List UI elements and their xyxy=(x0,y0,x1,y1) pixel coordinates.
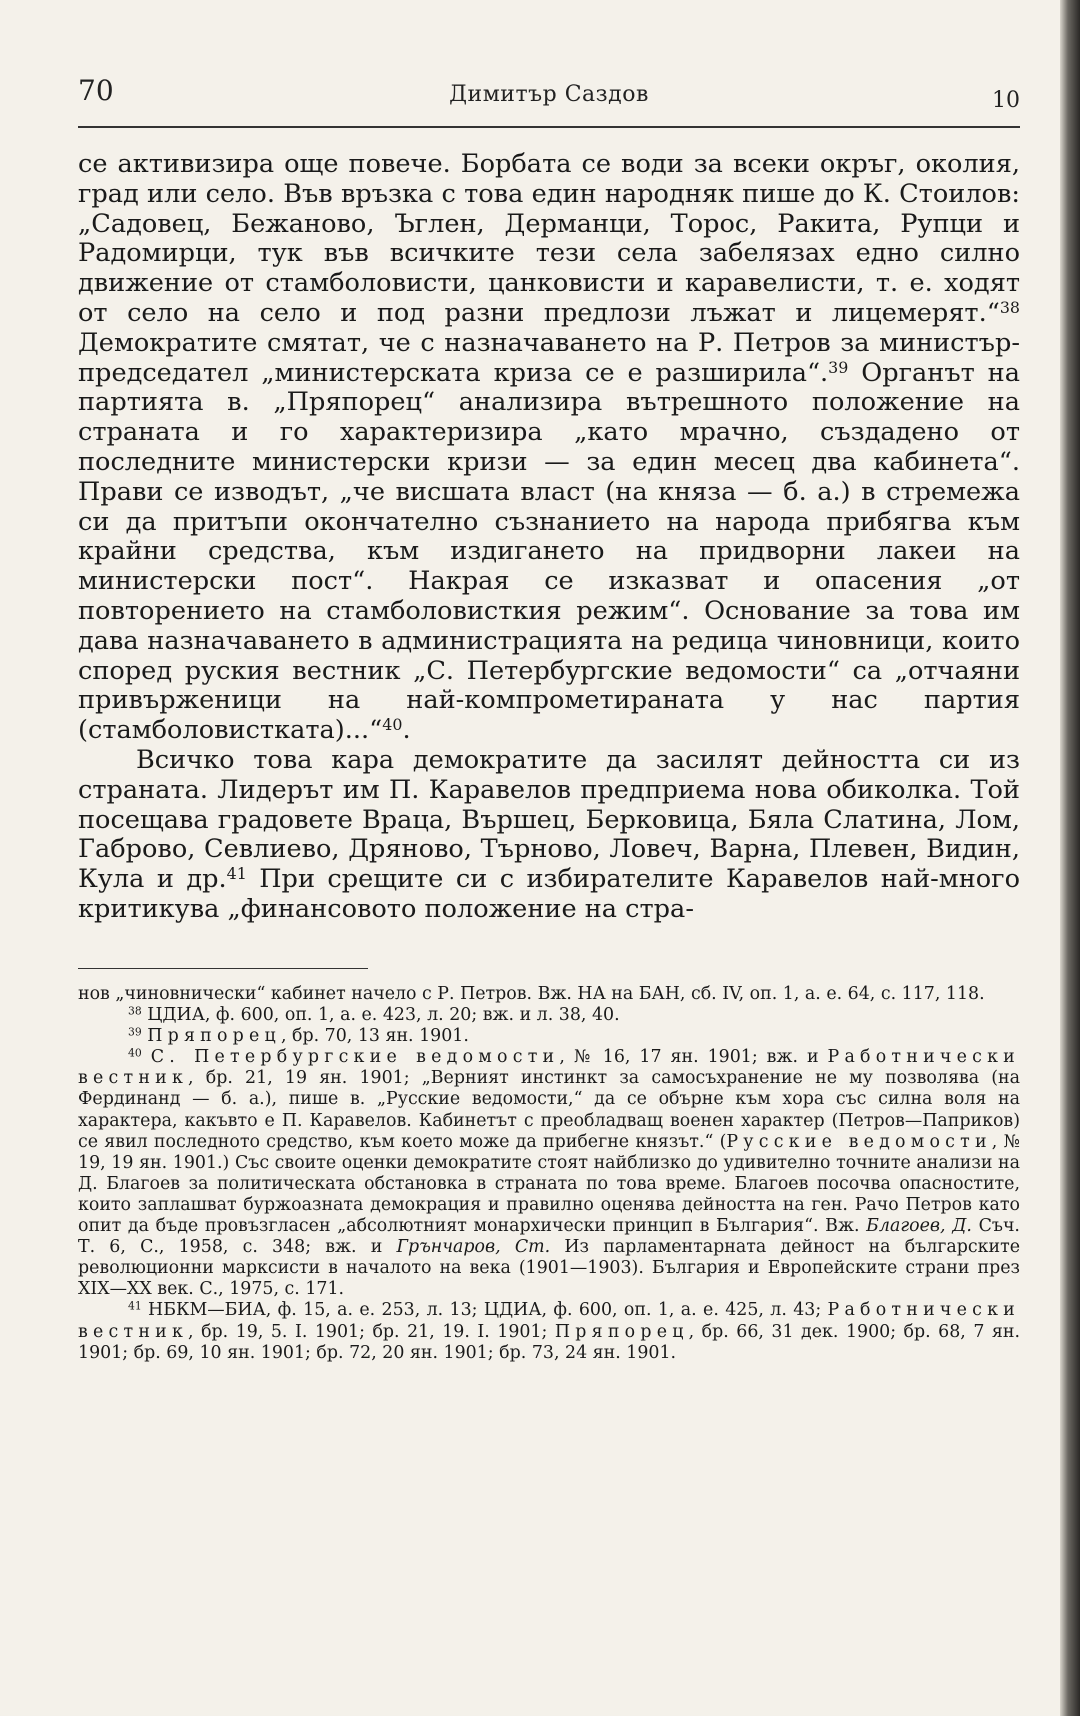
footnotes xyxy=(78,984,1020,1364)
book-spine-edge xyxy=(1060,0,1080,1716)
paragraph-1: се активизира още повече. Борбата се води за всеки окръг, околия, град или село. Във връзка с това един народняк пише до К. Стоилов: „Садовец, Бежаново, Ъглен, Дерманци, Торос, Ракита, Рупци и Радомирци, тук във всичките тези села забелязах едно силно движение от стамболовисти, цанковисти и каравелисти, т. е. ходят от село на село и под разни предлози лъжат и лицемерят.“$^{38}$ Демократите смятат, че с назначаването на Р. Петров за министър-председател „министерската криза се е разширила“.$^{39}$ Органът на партията в. „Пряпорец“ анализира вътрешното положение на страната и го характеризира „като мрачно, създадено от последните министерски кризи — за един месец два кабинета“. Прави се изводът, „че висшата власт (на княза — б. а.) в стремежа си да притъпи окончателно съзнанието на народа прибягва към крайни средства, към издигането на придворни лакеи на министерски пост“. Накрая се изказват и опасения „от повторението на стамболовисткия режим“. Основание за това им дава назначаването в администрацията на редица чиновници, които според руския вестник „С. Петербургские ведомости“ са „отчаяни привърженици на най-компрометираната у нас партия (стамболовистката)...“$^{40}$. xyxy=(78,149,1021,746)
footnote-number: 39 xyxy=(128,1025,142,1039)
source-title: Пряпорец xyxy=(554,1321,689,1342)
footnote-ref-41: 41 xyxy=(226,864,247,884)
running-head: Димитър Саздов xyxy=(449,82,649,107)
page-number: 70 xyxy=(78,74,114,107)
footnote-number: 38 xyxy=(128,1004,142,1018)
footnote-rule xyxy=(78,968,368,969)
footnote-number: 40 xyxy=(128,1046,142,1060)
footnote-ref-40: 40 xyxy=(382,715,403,735)
main-text xyxy=(78,150,1020,925)
author-name: Благоев, Д. xyxy=(866,1216,972,1237)
header-rule xyxy=(78,126,1020,128)
page-header xyxy=(78,70,1020,120)
paragraph-2: Всичко това кара демократите да засилят дейността си из страната. Лидерът им П. Каравелов предприема нова обиколка. Той посещава градовете Враца, Вършец, Берковица, Бяла Слатина, Лом, Габрово, Севлиево, Дряново, Търново, Ловеч, Варна, Плевен, Видин, Кула и др.$^{41}$ При срещите си с избирателите Каравелов най-много критикува „финансовото положение на стра- xyxy=(78,744,1020,924)
source-title: Работнически вестник xyxy=(78,1300,1020,1342)
signature-mark: 10 xyxy=(992,88,1020,113)
footnote-39: $^{39}$ Пряпорец, бр. 70, 13 ян. 1901. xyxy=(128,1025,469,1047)
footnote-continuation: нов „чиновнически“ кабинет начело с Р. Петров. Вж. НА на БАН, сб. IV, оп. 1, а. е. 64, с. 117, 118. xyxy=(78,984,985,1004)
source-title: Работнически вестник xyxy=(78,1047,1020,1089)
footnote-number: 41 xyxy=(128,1300,142,1314)
footnote-ref-39: 39 xyxy=(828,357,849,377)
footnote-41: $^{41}$ НБКМ—БИА, ф. 15, а. е. 253, л. 13; ЦДИА, ф. 600, оп. 1, а. е. 425, л. 43; Работнически вестник, бр. 19, 5. I. 1901; бр. 21, 19. I. 1901; Пряпорец, бр. 66, 31 дек. 1900; бр. 68, 7 ян. 1901; бр. 69, 10 ян. 1901; бр. 72, 20 ян. 1901; бр. 73, 24 ян. 1901. xyxy=(78,1300,1020,1363)
source-title: Русские ведомости xyxy=(726,1131,992,1152)
source-title: Пряпорец xyxy=(147,1026,281,1047)
footnote-40: $^{40}$ С. Петербургские ведомости, № 16, 17 ян. 1901; вж. и Работнически вестник, бр. 21, 19 ян. 1901; „Верният инстинкт за самосъхранение не му позволява (на Фердинанд — б. а.), пише в. „Русские ведомости,“ да се обърне към хора със силна воля на характера, какъвто е П. Каравелов. Кабинетът с преобладващ военен характер (Петров—Паприков) се явил последното средство, към което може да прибегне князът.“ (Русские ведомости, № 19, 19 ян. 1901.) Със своите оценки демократите стоят найблизко до удивително точните анализи на Д. Благоев за политическата обстановка в страната по това време. Благоев посочва опасностите, които заплашват буржоазната демокрация и правилно оценява дейността на ген. Рачо Петров като опит да бъде провъзгласен „абсолютният монархически принцип в България“. Вж. Благоев, Д. Съч. Т. 6, С., 1958, с. 348; вж. и Грънчаров, Ст. Из парламентарната дейност на българските революционни марксисти в началото на века (1901—1903). България и Европейските страни през XIX—XX век. С., 1975, с. 171. xyxy=(78,1046,1021,1300)
author-name: Грънчаров, Ст. xyxy=(396,1237,551,1258)
source-title: С. Петербургские ведомости xyxy=(150,1047,560,1068)
footnote-38: $^{38}$ ЦДИА, ф. 600, оп. 1, а. е. 423, л. 20; вж. и л. 38, 40. xyxy=(128,1004,620,1026)
footnote-ref-38: 38 xyxy=(999,298,1020,318)
